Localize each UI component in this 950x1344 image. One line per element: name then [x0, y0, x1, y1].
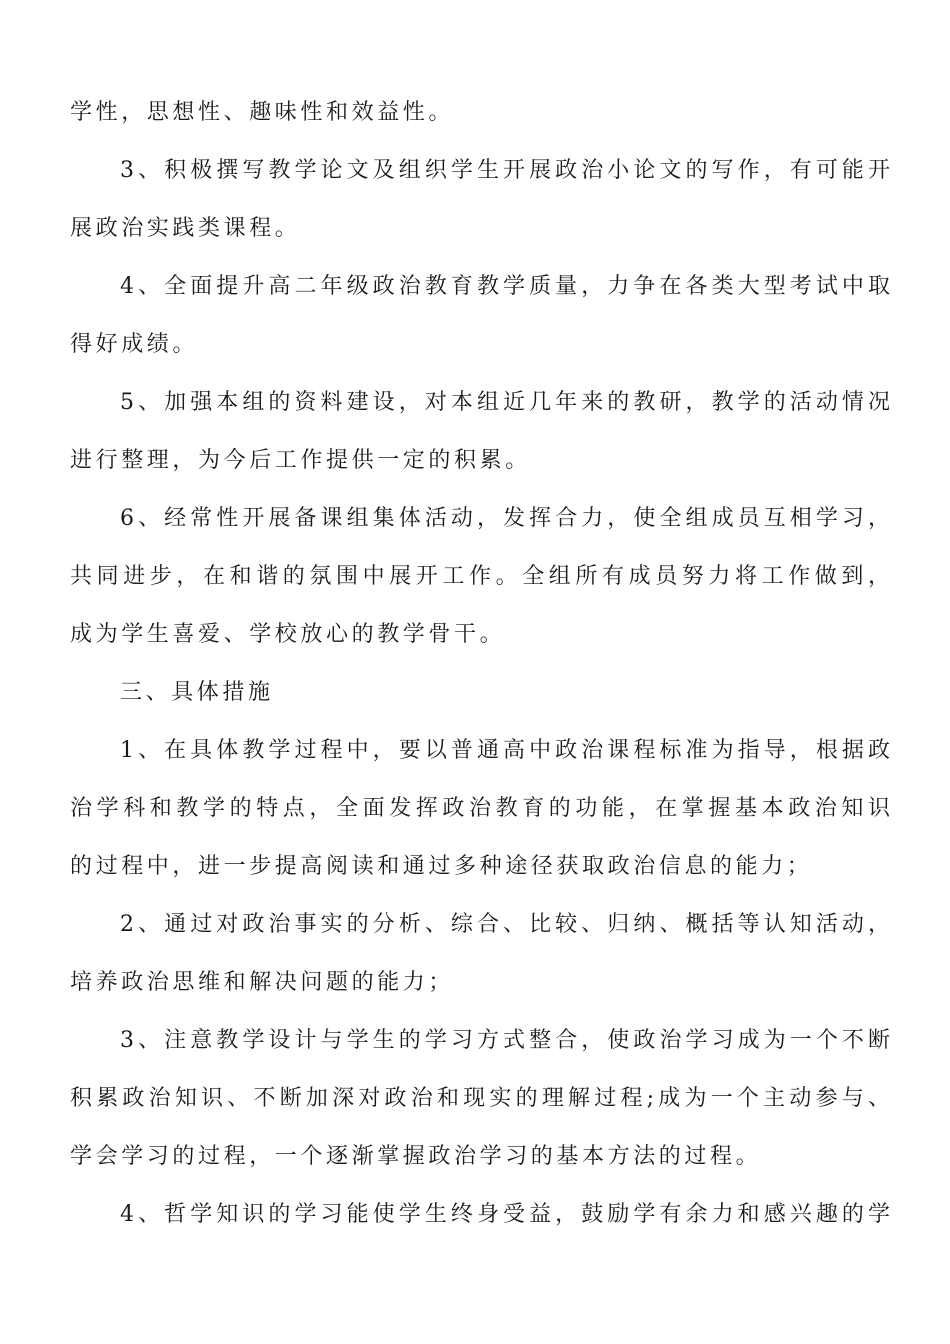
text-line: 4、全面提升高二年级政治教育教学质量，力争在各类大型考试中取 — [120, 274, 890, 299]
text-line: 成为学生喜爱、学校放心的教学骨干。 — [70, 622, 506, 647]
text-line: 5、加强本组的资料建设，对本组近几年来的教研，教学的活动情况 — [120, 390, 890, 415]
text-line: 3、注意教学设计与学生的学习方式整合，使政治学习成为一个不断 — [120, 1028, 890, 1053]
text-line: 的过程中，进一步提高阅读和通过多种途径获取政治信息的能力； — [70, 854, 813, 879]
text-line: 共同进步，在和谐的氛围中展开工作。全组所有成员努力将工作做到， — [70, 564, 890, 589]
text-line: 学会学习的过程，一个逐渐掌握政治学习的基本方法的过程。 — [70, 1144, 762, 1169]
text-line: 积累政治知识、不断加深对政治和现实的理解过程;成为一个主动参与、 — [70, 1086, 890, 1111]
section-heading: 三、具体措施 — [120, 680, 274, 705]
text-line: 1、在具体教学过程中，要以普通高中政治课程标准为指导，根据政 — [120, 738, 890, 763]
text-line: 6、经常性开展备课组集体活动，发挥合力，使全组成员互相学习， — [120, 506, 890, 531]
text-line: 得好成绩。 — [70, 332, 199, 357]
text-line: 治学科和教学的特点，全面发挥政治教育的功能，在掌握基本政治知识 — [70, 796, 890, 821]
text-line: 进行整理，为今后工作提供一定的积累。 — [70, 448, 531, 473]
text-line: 4、哲学知识的学习能使学生终身受益，鼓励学有余力和感兴趣的学 — [120, 1202, 890, 1227]
text-line: 2、通过对政治事实的分析、综合、比较、归纳、概括等认知活动， — [120, 912, 890, 937]
text-line: 3、积极撰写教学论文及组织学生开展政治小论文的写作，有可能开 — [120, 158, 890, 183]
text-line: 展政治实践类课程。 — [70, 216, 301, 241]
text-line: 学性，思想性、趣味性和效益性。 — [70, 100, 455, 125]
text-line: 培养政治思维和解决问题的能力； — [70, 970, 455, 995]
